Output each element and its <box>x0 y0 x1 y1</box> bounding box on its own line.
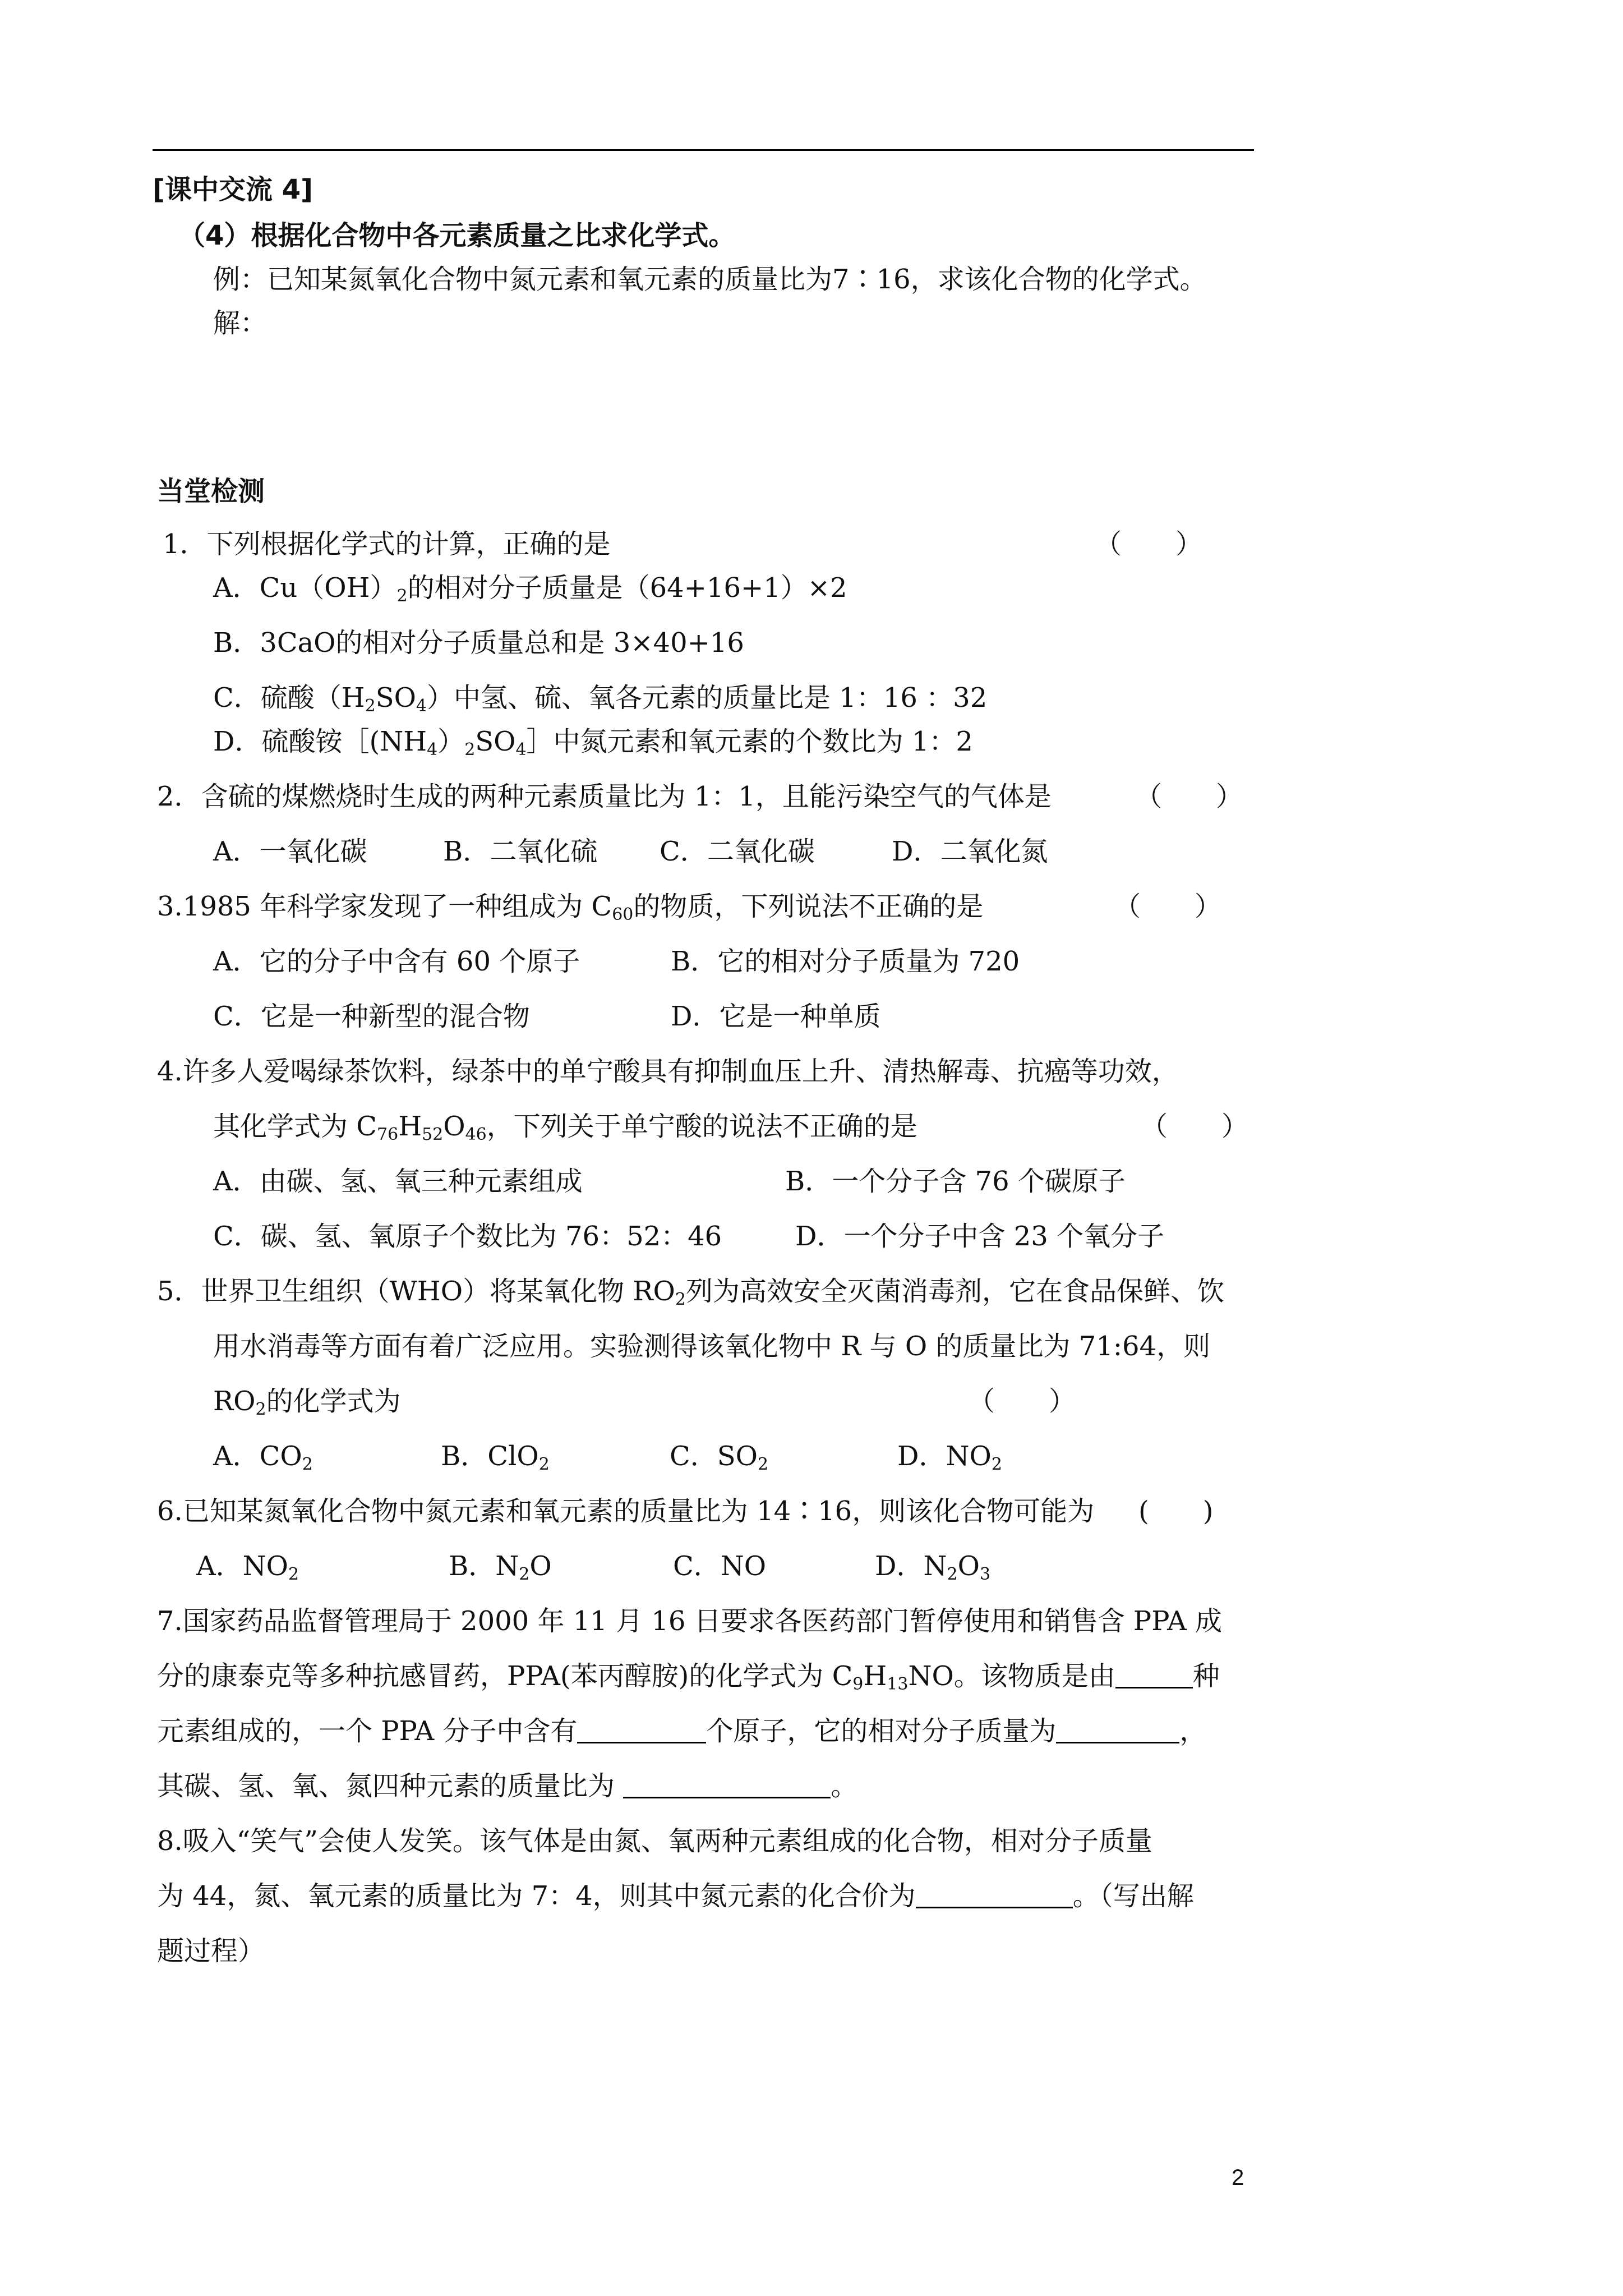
q8-line1: 8.吸入“笑气”会使人发笑。该气体是由氮、氧两种元素组成的化合物，相对分子质量 <box>157 1825 1152 1857</box>
q7-blank-element-count[interactable] <box>1115 1662 1193 1688</box>
q8-blank-valence[interactable] <box>916 1882 1073 1908</box>
page-number: 2 <box>1232 2165 1244 2190</box>
q3-option-b: B．它的相对分子质量为 720 <box>671 946 1020 977</box>
q5-line2: 用水消毒等方面有着广泛应用。实验测得该氧化物中 R 与 O 的质量比为 71:64，则 <box>213 1331 1211 1362</box>
header-rule <box>153 149 1254 151</box>
q2-option-c: C．二氧化碳 <box>660 836 815 867</box>
q3-option-a: A．它的分子中含有 60 个原子 <box>213 946 580 977</box>
q4-line2: 其化学式为 $C_{76}H_{52}O_{46}$，下列关于单宁酸的说法不正确的是 <box>213 1111 917 1144</box>
q2-option-d: D．二氧化氮 <box>892 836 1048 867</box>
q4-option-d: D．一个分子中含 23 个氧分子 <box>795 1221 1165 1252</box>
q4-option-a: A．由碳、氢、氧三种元素组成 <box>213 1166 583 1197</box>
q2-answer-paren: （ ） <box>1135 781 1243 812</box>
q4-line1: 4.许多人爱喝绿茶饮料，绿茶中的单宁酸具有抑制血压上升、清热解毒、抗癌等功效， <box>157 1056 1179 1087</box>
q5-answer-paren: （ ） <box>968 1386 1076 1417</box>
q1-option-a: A．$Cu(OH)_2$的相对分子质量是（64+16+1）×2 <box>213 572 847 606</box>
q3-option-d: D．它是一种单质 <box>671 1001 881 1032</box>
q3-answer-paren: （ ） <box>1114 891 1222 922</box>
q7-blank-molar-mass[interactable] <box>1056 1717 1179 1743</box>
q6-option-c: C．NO <box>673 1550 767 1582</box>
q6-answer-paren: ( ) <box>1138 1496 1214 1527</box>
q7-blank-atom-count[interactable] <box>577 1717 706 1743</box>
q3-option-c: C．它是一种新型的混合物 <box>213 1001 530 1032</box>
q7-blank-mass-ratio[interactable] <box>623 1772 831 1798</box>
q6-option-d: D．$N_2O_3$ <box>875 1550 991 1584</box>
q5-option-a: A．$CO_2$ <box>213 1441 313 1474</box>
q8-line3: 题过程） <box>157 1935 265 1967</box>
q7-line1: 7.国家药品监督管理局于 2000 年 11 月 16 日要求各医药部门暂停使用和销售含 PPA 成 <box>157 1605 1223 1637</box>
q7-line2: 分的康泰克等多种抗感冒药，PPA(苯丙醇胺)的化学式为 $C_9H_{13}NO$。该物质是由 种 <box>157 1660 1220 1694</box>
solution-label: 解： <box>213 307 268 339</box>
q6-stem: 6.已知某氮氧化合物中氮元素和氧元素的质量比为 14∶16，则该化合物可能为 <box>157 1496 1095 1527</box>
q8-line2: 为 44，氮、氧元素的质量比为 7：4，则其中氮元素的化合价为 。（写出解 <box>157 1880 1194 1912</box>
q7-line4: 其碳、氢、氧、氮四种元素的质量比为 。 <box>157 1770 858 1802</box>
q2-option-a: A．一氧化碳 <box>213 836 367 867</box>
q6-option-a: A．$NO_2$ <box>196 1550 299 1584</box>
q2-option-b: B．二氧化硫 <box>443 836 598 867</box>
q5-line1: 5．世界卫生组织（WHO）将某氧化物 $RO_2$列为高效安全灭菌消毒剂，它在食品保鲜、饮 <box>157 1276 1224 1309</box>
q1-option-d: D．硫酸铵$[(NH_4)_2SO_4]$中氮元素和氧元素的个数比为 1：2 <box>213 726 973 760</box>
q5-option-b: B．ClO$_2$ <box>441 1441 550 1474</box>
q3-stem: 3.1985 年科学家发现了一种组成为 $C_{60}$的物质，下列说法不正确的是 <box>157 891 984 924</box>
q4-option-b: B．一个分子含 76 个碳原子 <box>785 1166 1126 1197</box>
topic-heading: （4）根据化合物中各元素质量之比求化学式。 <box>178 220 736 251</box>
quiz-title: 当堂检测 <box>157 476 265 507</box>
q1-option-b: B．3CaO的相对分子质量总和是 3×40+16 <box>213 627 744 659</box>
q1-stem: 1．下列根据化学式的计算，正确的是 <box>163 528 611 560</box>
q5-option-c: C．$SO_2$ <box>670 1441 769 1474</box>
section-label: [课中交流 4] <box>153 174 313 205</box>
q5-line3: $RO_2$的化学式为 <box>213 1386 401 1419</box>
q1-answer-paren: （ ） <box>1095 528 1203 560</box>
q4-option-c: C．碳、氢、氧原子个数比为 76：52：46 <box>213 1221 722 1252</box>
q1-option-c: C．硫酸$(H_2SO_4)$中氢、硫、氧各元素的质量比是 1：16 ：32 <box>213 682 988 716</box>
example-text: 例：已知某氮氧化合物中氮元素和氧元素的质量比为7∶16，求该化合物的化学式。 <box>213 264 1207 295</box>
q7-line3: 元素组成的，一个 PPA 分子中含有 个原子，它的相对分子质量为 ， <box>157 1715 1207 1747</box>
q2-stem: 2．含硫的煤燃烧时生成的两种元素质量比为 1：1，且能污染空气的气体是 <box>157 781 1052 812</box>
q6-option-b: B．$N_2O$ <box>449 1550 552 1584</box>
q4-answer-paren: （ ） <box>1141 1111 1249 1142</box>
q5-option-d: D．$NO_2$ <box>897 1441 1002 1474</box>
